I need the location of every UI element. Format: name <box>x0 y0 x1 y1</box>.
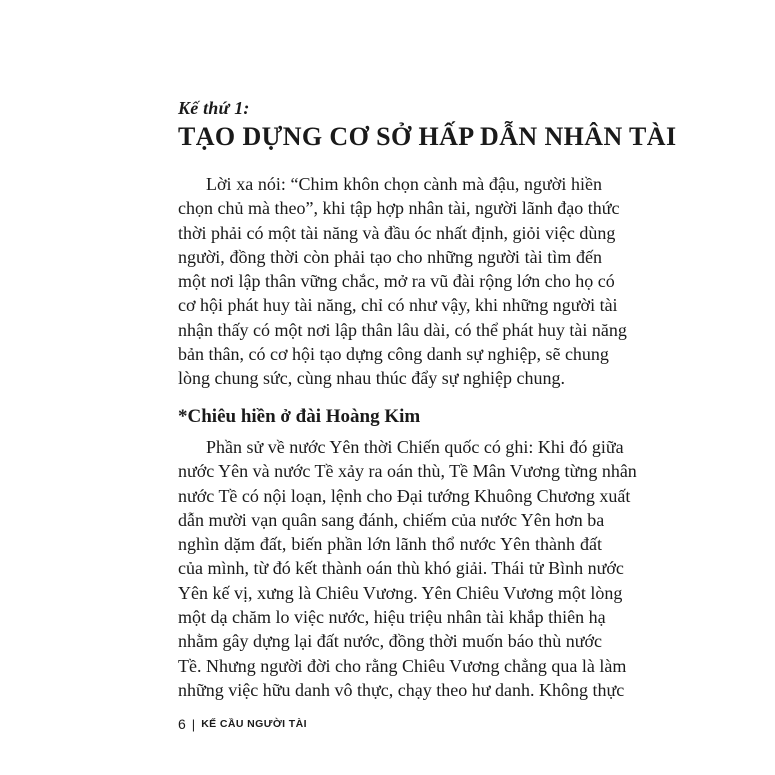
text-line: Yên kế vị, xưng là Chiêu Vương. Yên Chiêu Vương một lòng <box>178 582 623 603</box>
text-line: nước Tề có nội loạn, lệnh cho Đại tướng Khuông Chương xuất <box>178 485 631 506</box>
text-line: lòng chung sức, cùng nhau thúc đẩy sự nghiệp chung. <box>178 368 565 389</box>
text-line: những việc hữu danh vô thực, chạy theo hư danh. Không thực <box>178 679 625 700</box>
section-heading: *Chiêu hiền ở đài Hoàng Kim <box>178 406 421 427</box>
chapter-label: Kế thứ 1: <box>178 98 250 118</box>
text-line: nhằm gây dựng lại đất nước, đồng thời muốn báo thù nước <box>178 631 602 652</box>
footer-separator: | <box>191 716 196 732</box>
text-line: của mình, từ đó kết thành oán thù khó giải. Thái tử Bình nước <box>178 558 624 579</box>
text-line: người, đồng thời còn phải tạo cho những người tài tìm đến <box>178 246 602 267</box>
paragraph-story <box>178 435 637 702</box>
text-line: Phần sử về nước Yên thời Chiến quốc có ghi: Khi đó giữa <box>206 437 624 457</box>
page-number: 6 <box>178 716 186 732</box>
text-line: một dạ chăm lo việc nước, hiệu triệu nhân tài khắp thiên hạ <box>178 607 606 628</box>
page-footer <box>178 716 307 732</box>
text-line: thời phải có một tài năng và đầu óc nhất định, giỏi việc dùng <box>178 222 616 243</box>
text-line: Tề. Nhưng người đời cho rằng Chiêu Vương chẳng qua là làm <box>178 655 627 676</box>
text-line: nước Yên và nước Tề xảy ra oán thù, Tề Mân Vương từng nhân <box>178 461 637 482</box>
text-line: một nơi lập thân vững chắc, mở ra vũ đài rộng lớn cho họ có <box>178 271 615 292</box>
text-line: dẫn mười vạn quân sang đánh, chiếm của nước Yên hơn ba <box>178 509 605 530</box>
text-line: nhận thấy có một nơi lập thân lâu dài, có thể phát huy tài năng <box>178 319 627 340</box>
running-title: KẾ CẦU NGƯỜI TÀI <box>201 718 307 730</box>
text-line: chọn chủ mà theo”, khi tập hợp nhân tài, người lãnh đạo thức <box>178 198 620 219</box>
text-line: cơ hội phát huy tài năng, chỉ có như vậy, khi những người tài <box>178 295 618 316</box>
paragraph-intro <box>178 172 627 391</box>
text-line: nghìn dặm đất, biến phần lớn lãnh thổ nước Yên thành đất <box>178 534 602 555</box>
text-line: bản thân, có cơ hội tạo dựng công danh sự nghiệp, sẽ chung <box>178 344 609 365</box>
text-line: Lời xa nói: “Chim khôn chọn cành mà đậu, người hiền <box>206 174 602 194</box>
chapter-title: TẠO DỰNG CƠ SỞ HẤP DẪN NHÂN TÀI <box>178 122 677 151</box>
